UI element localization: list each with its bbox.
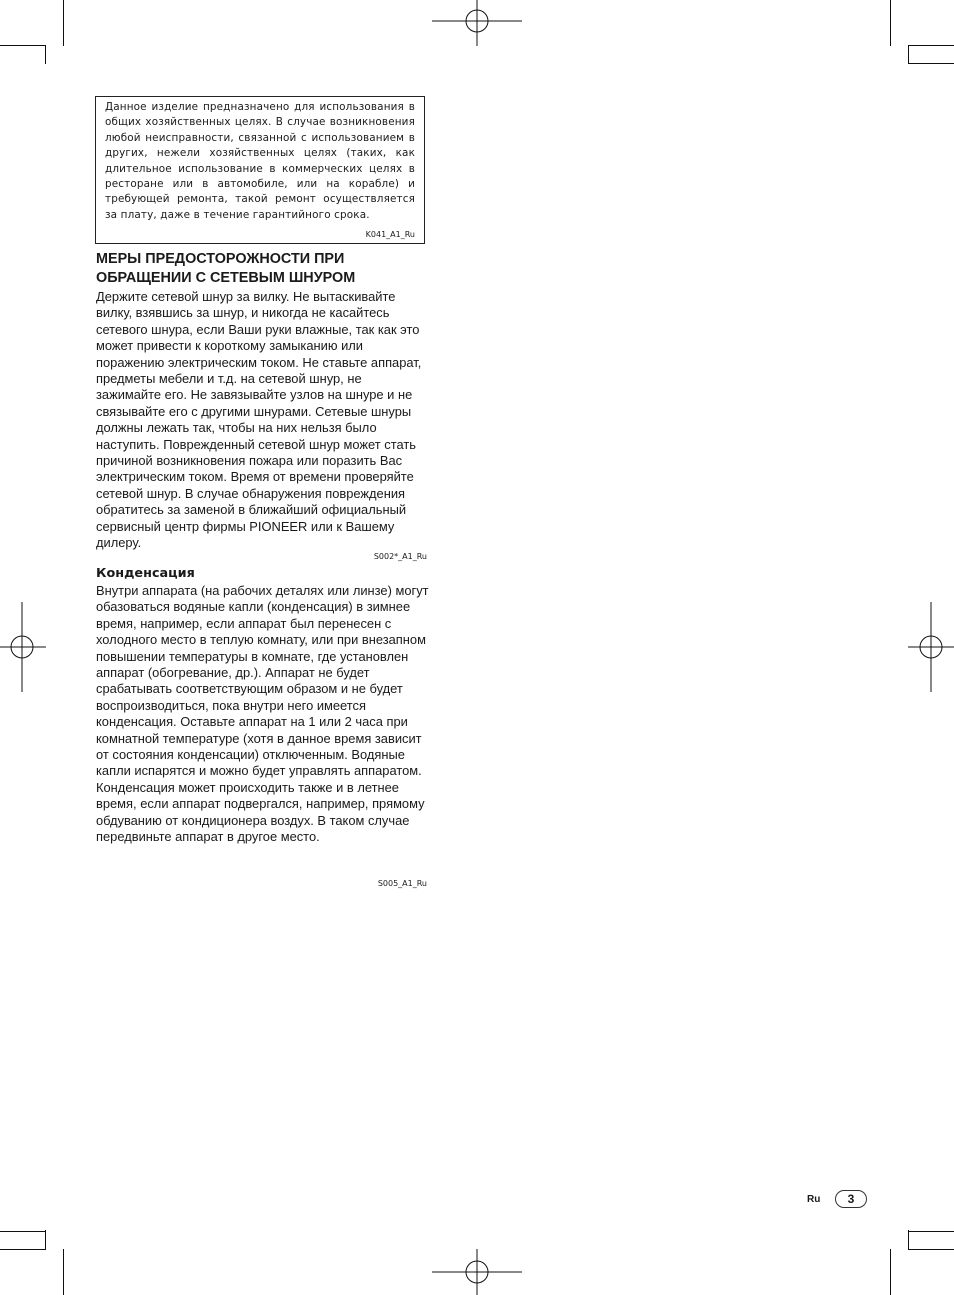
page-number: 3: [835, 1190, 867, 1208]
crop-mark: [17, 45, 45, 46]
heading-line-1: МЕРЫ ПРЕДОСТОРОЖНОСТИ ПРИ: [96, 251, 345, 267]
crop-mark: [890, 0, 891, 46]
registration-mark-top: [432, 0, 522, 46]
cord-precautions-heading: [96, 250, 436, 288]
condensation-body: Внутри аппарата (на рабочих деталях или линзе) могут обазоваться водяные капли (конденсация) в зимнее время, например, если аппарат был перенесен с холодного место в теплую комнату, или при внезапном повышении температуры в комнате, где установлен аппарат (обогревание, др.). Аппарат не будет срабатывать соответствующим образом и не будет воспроизводиться, пока внутри него имеется конденсация. Оставьте аппарат на 1 или 2 часа при комнатной температуре (хотя в данное время зависит от состояния конденсации) отключенным. Водяные капли испарятся и можно будет управлять аппаратом. Конденсация может происходить также и в летнее время, если аппарат подвергался, например, прямому обдуванию от кондиционера воздух. В таком случае передвиньте аппарат в другое место.: [96, 583, 429, 845]
cord-precautions-body: Держите сетевой шнур за вилку. Не вытаскивайте вилку, взявшись за шнур, и никогда не касайтесь сетевого шнура, если Ваши руки влажные, так как это может привести к короткому замыканию или поражению электрическим током. Не ставьте аппарат, предметы мебели и т.д. на сетевой шнур, не зажимайте его. Не завязывайте узлов на шнуре и не связывайте его с другими шнурами. Сетевые шнуры должны лежать так, чтобы на них нельзя было наступить. Поврежденный сетевой шнур может стать причиной возникновения пожара или поразить Вас электрическим током. Время от времени проверяйте сетевой шнур. В случае обнаружения повреждения обратитесь за заменой в ближайший официальный сервисный центр фирмы PIONEER или к Вашему дилеру.: [96, 289, 422, 551]
registration-mark-right: [908, 602, 954, 692]
notice-code: K041_A1_Ru: [365, 230, 415, 239]
crop-mark: [0, 1249, 46, 1250]
crop-mark: [908, 45, 954, 46]
household-use-notice: [95, 96, 425, 244]
heading-line-2: ОБРАЩЕНИИ С СЕТЕВЫМ ШНУРОМ: [96, 270, 356, 286]
registration-mark-left: [0, 602, 46, 692]
crop-mark: [909, 1231, 954, 1232]
crop-mark: [909, 63, 954, 64]
crop-mark: [63, 1249, 64, 1295]
condensation-heading: Конденсация: [96, 566, 195, 581]
language-label: Ru: [807, 1194, 821, 1205]
crop-mark: [908, 1230, 909, 1249]
crop-mark: [890, 1249, 891, 1295]
crop-mark: [908, 1249, 954, 1250]
crop-mark: [908, 45, 909, 64]
cord-section-code: S002*_A1_Ru: [373, 552, 427, 561]
registration-mark-bottom: [432, 1249, 522, 1295]
notice-text: Данное изделие предназначено для использования в общих хозяйственных целях. В случае возникновения любой неисправности, связанной с использованием в других, нежели хозяйственных целях (таких, как длительное использование в коммерческих целях в ресторане или в автомобиле, или на корабле) и требующей ремонта, такой ремонт осуществляется за плату, даже в течение гарантийного срока.: [105, 101, 415, 221]
crop-mark: [63, 0, 64, 46]
crop-mark: [45, 45, 46, 64]
condensation-section-code: S005_A1_Ru: [377, 879, 427, 888]
crop-mark: [0, 1231, 45, 1232]
crop-mark: [45, 1230, 46, 1249]
